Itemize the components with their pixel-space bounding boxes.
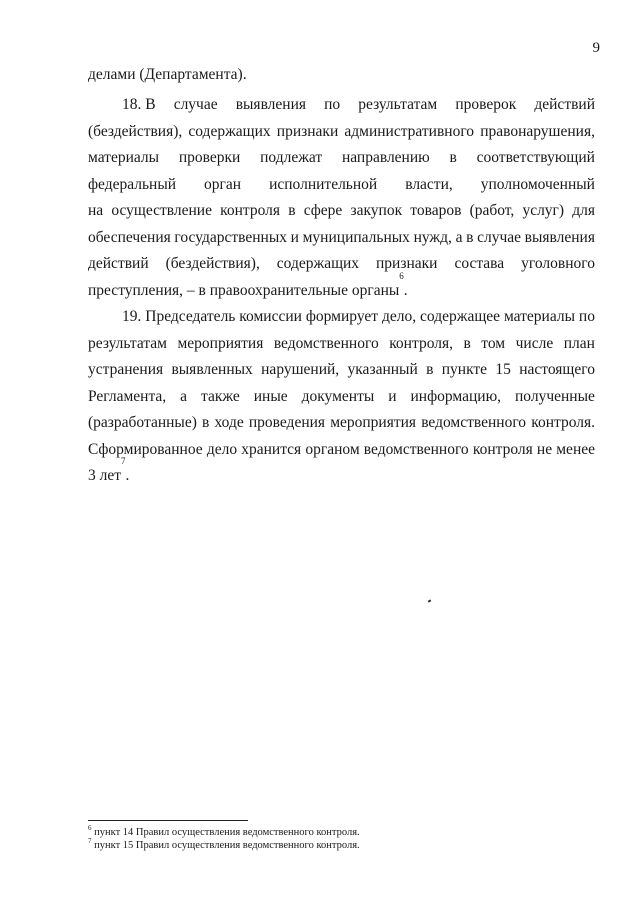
word: (бездействия), xyxy=(165,255,260,272)
word: исполнительной xyxy=(269,175,378,193)
text-line-last xyxy=(88,456,595,490)
word: комиссии xyxy=(239,308,302,325)
text-line xyxy=(88,172,595,199)
word: также xyxy=(201,387,240,405)
word: иные xyxy=(253,387,288,405)
end-punctuation: . xyxy=(125,467,130,484)
word: по xyxy=(578,308,595,325)
word: содержащее xyxy=(420,308,501,325)
word: направлению xyxy=(341,149,430,166)
word: и xyxy=(388,387,397,405)
continuation-line: делами (Департамента). xyxy=(88,66,247,83)
word: соответствующий xyxy=(476,149,595,166)
word: устранения xyxy=(88,361,164,378)
end-punctuation: . xyxy=(403,281,408,299)
word: органом xyxy=(305,440,360,458)
word: числе xyxy=(515,334,554,352)
word: 15 xyxy=(495,361,511,378)
word: 18. В xyxy=(122,96,156,113)
last-line-text: преступления, – в правоохранительные органы xyxy=(88,281,400,299)
footnote-separator xyxy=(88,820,248,821)
paragraph-19 xyxy=(88,304,595,490)
footnote-reference: 7 xyxy=(121,456,126,466)
word: контроля. xyxy=(531,414,595,431)
word: Председатель xyxy=(145,308,236,325)
text-line xyxy=(88,145,595,172)
word: закупок xyxy=(350,202,403,219)
continuation-text xyxy=(88,62,595,89)
word: настоящего xyxy=(519,361,595,378)
text-line xyxy=(88,331,595,358)
word: контроля, xyxy=(389,334,453,352)
text-line xyxy=(88,225,595,252)
word: в xyxy=(288,202,296,219)
word: том xyxy=(481,334,506,352)
last-line-text: 3 лет xyxy=(88,467,122,484)
word: для xyxy=(572,202,595,219)
word: случае xyxy=(477,228,522,246)
word: ведомственного xyxy=(421,414,527,431)
word: в xyxy=(202,414,210,431)
text-line xyxy=(88,92,595,119)
word: в xyxy=(463,334,471,352)
word: уполномоченный xyxy=(480,175,595,193)
word: административного xyxy=(344,122,475,140)
word: материалы xyxy=(88,149,160,166)
footnote-text: пункт 15 Правил осуществления ведомственного контроля. xyxy=(91,840,360,851)
word: документы xyxy=(301,387,375,405)
word: и xyxy=(290,228,299,246)
word: хранится xyxy=(241,440,302,458)
footnote-number: 6 xyxy=(88,823,92,832)
word: нарушений, xyxy=(261,361,340,378)
word: результатам xyxy=(358,96,438,113)
word: материалы xyxy=(503,308,575,325)
text-line xyxy=(88,384,595,411)
word: сфере xyxy=(303,202,343,219)
word: а xyxy=(180,387,188,405)
word: контроля xyxy=(472,440,533,458)
text-line xyxy=(88,119,595,146)
word: мероприятия xyxy=(177,334,264,352)
footnote-6 xyxy=(88,823,360,839)
word: Сформированное xyxy=(88,440,203,458)
word: формирует xyxy=(305,308,379,325)
word: указанный xyxy=(347,361,418,378)
word: содержащих xyxy=(276,255,360,272)
word: орган xyxy=(204,175,242,193)
word: информацию, xyxy=(410,387,502,405)
word: выявленных xyxy=(171,361,253,378)
text-line xyxy=(88,251,595,278)
text-line xyxy=(88,410,595,437)
word: проверок xyxy=(455,96,517,113)
word: обеспечения xyxy=(88,228,171,246)
word: содержащих xyxy=(188,122,271,140)
word: признаки xyxy=(276,122,339,140)
word: план xyxy=(563,334,595,352)
word: менее xyxy=(556,440,595,458)
word: результатам xyxy=(88,334,167,352)
word: дело, xyxy=(381,308,417,325)
word: не xyxy=(536,440,553,458)
word: ведомственного xyxy=(363,440,469,458)
word: действий xyxy=(534,96,595,113)
word: Регламента, xyxy=(88,387,167,405)
word: дело xyxy=(206,440,238,458)
word: власти, xyxy=(405,175,453,193)
word: пункте xyxy=(441,361,488,378)
word: проверки xyxy=(178,149,241,166)
word: (бездействия), xyxy=(88,122,183,140)
word: признаки xyxy=(376,255,438,272)
word: федеральный xyxy=(88,175,177,193)
word: нужд, xyxy=(413,228,452,246)
word: а xyxy=(455,228,463,246)
word: выявления xyxy=(235,96,307,113)
word: полученные xyxy=(515,387,595,405)
word: уголовного xyxy=(521,255,595,272)
word: в xyxy=(466,228,474,246)
word: в xyxy=(449,149,457,166)
word: подлежат xyxy=(260,149,323,166)
word: действий xyxy=(88,255,149,272)
text-line xyxy=(88,198,595,225)
footnote-text: пункт 14 Правил осуществления ведомственного контроля. xyxy=(91,827,360,838)
word: услуг) xyxy=(522,202,565,219)
footnote-number: 7 xyxy=(88,836,92,845)
word: случае xyxy=(173,96,218,113)
stray-ink-mark xyxy=(428,599,432,602)
footnotes xyxy=(88,823,360,852)
word: выявления xyxy=(524,228,595,246)
paragraph-18 xyxy=(88,92,595,304)
word: товаров xyxy=(410,202,462,219)
text-line xyxy=(88,357,595,384)
word: в xyxy=(426,361,434,378)
footnote-reference: 6 xyxy=(399,270,404,281)
word: контроля xyxy=(220,202,281,219)
text-line xyxy=(88,437,595,464)
word: ходе xyxy=(214,414,244,431)
word: правонарушения, xyxy=(480,122,595,140)
word: состава xyxy=(454,255,505,272)
word: ведомственного xyxy=(273,334,379,352)
word: проведения xyxy=(248,414,326,431)
word: (разработанные) xyxy=(88,414,197,431)
word: 19. xyxy=(122,308,142,325)
word: государственных xyxy=(174,228,288,246)
word: муниципальных xyxy=(302,228,410,246)
word: на xyxy=(88,202,104,219)
word: по xyxy=(324,96,341,113)
word: осуществление xyxy=(111,202,212,219)
word: мероприятия xyxy=(330,414,417,431)
text-line xyxy=(88,304,595,331)
word: (работ, xyxy=(469,202,515,219)
page-number: 9 xyxy=(592,40,600,56)
text-line-last xyxy=(88,270,595,305)
footnote-7 xyxy=(88,836,360,852)
